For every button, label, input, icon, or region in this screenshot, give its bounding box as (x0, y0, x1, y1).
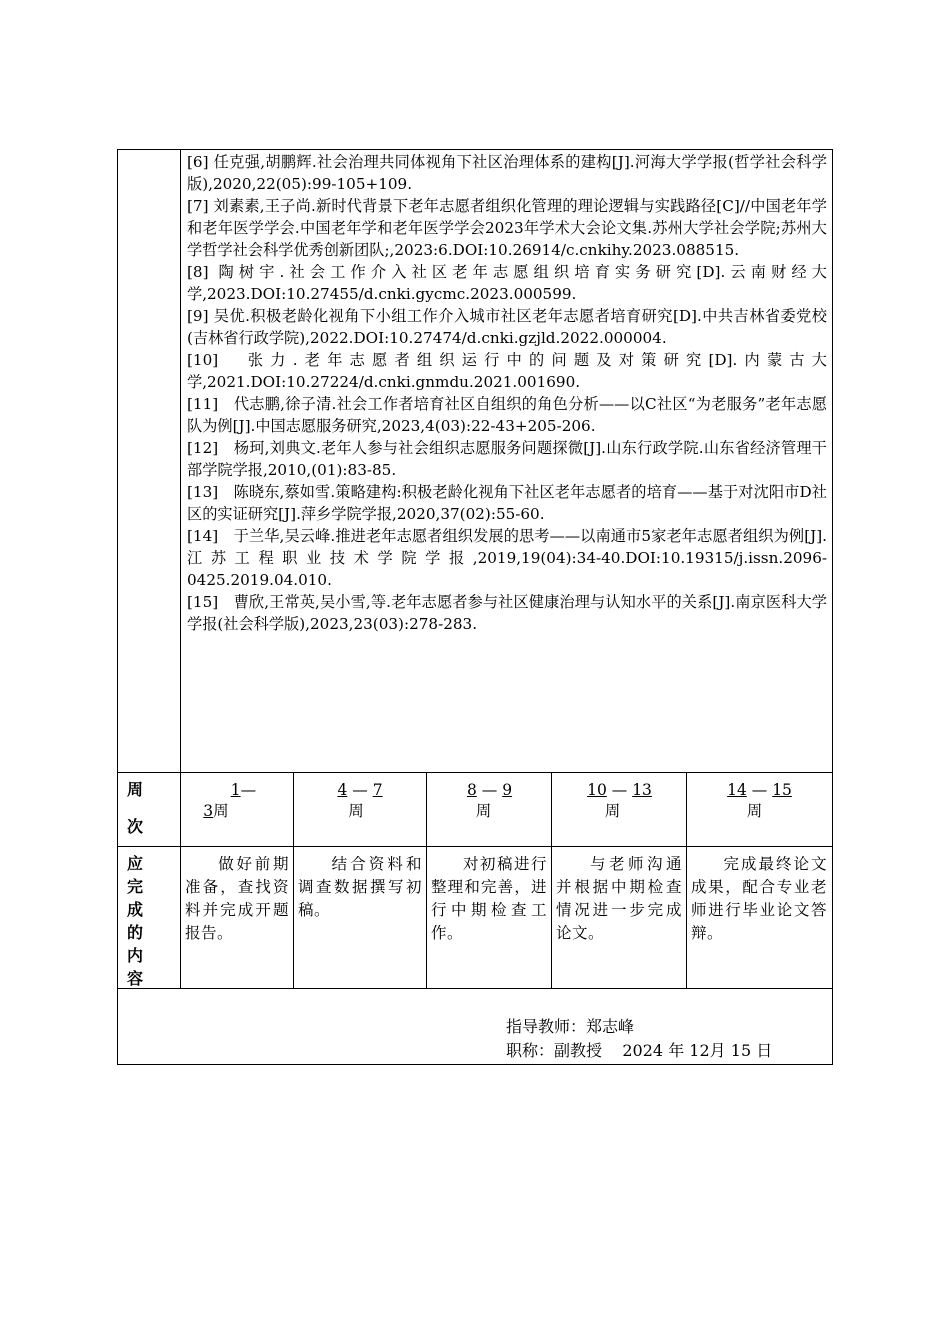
reference-list (187, 151, 827, 635)
week-separator: — (751, 781, 768, 799)
week-header-char: 次 (126, 817, 143, 836)
content-header-char: 的 (126, 923, 143, 942)
task-cell (691, 853, 827, 945)
title-date-line (506, 1039, 772, 1063)
week-unit: 周 (213, 802, 229, 820)
date-month-unit: 月 (709, 1041, 726, 1060)
date-year: 2024 (622, 1041, 664, 1060)
reference-item: [14] 于兰华,吴云峰.推进老年志愿者组织发展的思考——以南通市5家老年志愿者组织为例[J].江苏工程职业技术学院学报,2019,19(04):34-40.DOI:10.19315/j.issn.2096-0425.2019.04.010. (187, 527, 827, 589)
task-text: 做好前期准备，查找资料并完成开题报告。 (185, 855, 289, 942)
week-separator: — (240, 781, 257, 799)
week-cell (432, 780, 547, 822)
week-start: 1 (230, 781, 241, 799)
week-header-char: 周 (126, 780, 143, 799)
date-year-unit: 年 (668, 1041, 685, 1060)
week-unit: 周 (348, 802, 364, 820)
reference-item: [15] 曹欣,王常英,吴小雪,等.老年志愿者参与社区健康治理与认知水平的关系[J].南京医科大学学报(社会科学版),2023,23(03):278-283. (187, 593, 827, 633)
date-day: 15 (730, 1041, 752, 1060)
week-unit: 周 (746, 802, 763, 820)
title-label: 职称： (506, 1041, 555, 1060)
week-end: 7 (372, 781, 383, 799)
reference-item: [11] 代志鹏,徐子清.社会工作者培育社区自组织的角色分析——以C社区“为老服务”老年志愿队为例[J].中国志愿服务研究,2023,4(03):22-43+205-206. (187, 395, 827, 435)
grid-line (117, 988, 833, 989)
grid-line (117, 846, 833, 847)
reference-item: [10] 张力.老年志愿者组织运行中的问题及对策研究[D].内蒙古大学,2021.DOI:10.27224/d.cnki.gnmdu.2021.001690. (187, 351, 827, 391)
reference-item: [13] 陈晓东,蔡如雪.策略建构:积极老龄化视角下社区老年志愿者的培育——基于对沈阳市D社区的实证研究[J].萍乡学院学报,2020,37(02):55-60. (187, 483, 827, 523)
advisor-line (506, 1015, 634, 1039)
advisor-label: 指导教师： (506, 1017, 587, 1036)
content-header-char: 完 (126, 877, 143, 896)
content-header-char: 成 (126, 900, 143, 919)
week-end: 13 (632, 781, 652, 799)
task-text: 对初稿进行整理和完善，进行中期检查工作。 (431, 855, 547, 942)
week-end: 15 (772, 781, 792, 799)
week-start: 10 (587, 781, 607, 799)
content-header-char: 容 (126, 969, 143, 988)
week-start: 8 (466, 781, 477, 799)
content-header-char: 内 (126, 946, 143, 965)
task-cell (556, 853, 682, 945)
week-end: 9 (502, 781, 513, 799)
content-row-header (120, 852, 150, 990)
task-cell (431, 853, 547, 945)
week-unit: 周 (475, 802, 492, 820)
title-value: 副教授 (554, 1041, 603, 1060)
grid-line (117, 772, 833, 773)
task-cell (185, 853, 289, 945)
task-text: 与老师沟通并根据中期检查情况进一步完成论文。 (556, 855, 682, 942)
task-text: 结合资料和调查数据撰写初稿。 (298, 855, 422, 919)
week-start: 4 (337, 781, 348, 799)
date-day-unit: 日 (756, 1041, 773, 1060)
week-start: 14 (727, 781, 747, 799)
date-month: 12 (689, 1041, 710, 1060)
task-cell (298, 853, 422, 922)
week-cell (692, 780, 827, 822)
reference-item: [8] 陶树宇.社会工作介入社区老年志愿组织培育实务研究[D].云南财经大学,2023.DOI:10.27455/d.cnki.gycmc.2023.000599. (187, 263, 827, 303)
week-cell (557, 780, 682, 822)
week-end: 3 (203, 802, 214, 820)
week-cell (186, 780, 286, 822)
reference-item: [7] 刘素素,王子尚.新时代背景下老年志愿者组织化管理的理论逻辑与实践路径[C]//中国老年学和老年医学学会.中国老年学和老年医学学会2023年学术大会论文集.苏州大学社会学院;苏州大学哲学社会科学优秀创新团队;,2023:6.DOI:10.26914/c.cnkihy.2023.088515. (187, 197, 827, 259)
reference-item: [9] 吴优.积极老龄化视角下小组工作介入城市社区老年志愿者培育研究[D].中共吉林省委党校(吉林省行政学院),2022.DOI:10.27474/d.cnki.gzjld.2022.000004. (187, 307, 827, 347)
week-separator: — (481, 781, 498, 799)
week-separator: — (352, 781, 368, 799)
content-header-char: 应 (126, 854, 143, 873)
reference-item: [12] 杨珂,刘典文.老年人参与社会组织志愿服务问题探微[J].山东行政学院.山东省经济管理干部学院学报,2010,(01):83-85. (187, 439, 827, 479)
grid-line (180, 149, 181, 989)
week-separator: — (611, 781, 628, 799)
week-cell (300, 780, 420, 822)
reference-item: [6] 任克强,胡鹏辉.社会治理共同体视角下社区治理体系的建构[J].河海大学学报(哲学社会科学版),2020,22(05):99-105+109. (187, 153, 827, 193)
week-unit: 周 (604, 802, 621, 820)
advisor-name: 郑志峰 (586, 1017, 635, 1036)
task-text: 完成最终论文成果，配合专业老师进行毕业论文答辩。 (691, 855, 827, 942)
